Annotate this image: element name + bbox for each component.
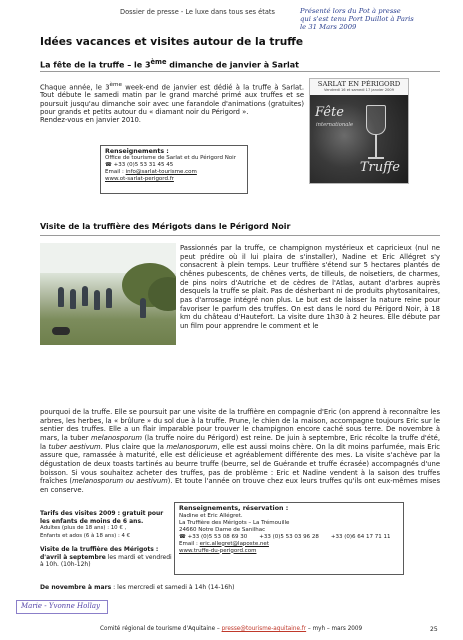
footer-text: Comité régional de tourisme d'Aquitaine – [100, 626, 222, 632]
photo-person [106, 288, 112, 308]
phone-2: +33 (0)5 53 03 96 28 [259, 533, 319, 540]
body-italic: melanosporum [166, 442, 218, 451]
tarifs-block [40, 510, 172, 569]
handwritten-line: qui s'est tenu Port Duillot à Paris [300, 14, 414, 23]
poster-heading: SARLAT EN PÉRIGORD [317, 80, 401, 88]
section1-title [40, 58, 299, 70]
section1-title-sup: ème [150, 58, 167, 66]
reservation-address2: 24660 Notre Dame de Sanilhac [179, 526, 266, 533]
poster-dates: Vendredi 16 et samedi 17 janvier 2009 [324, 88, 394, 92]
photo-person [140, 298, 146, 318]
website-link[interactable]: www.ot-sarlat-perigord.fr [105, 175, 174, 182]
handwritten-line: Présenté lors du Pot à presse [300, 7, 401, 15]
phone-3: +33 (0)6 64 17 71 11 [330, 533, 391, 540]
section1-title-part: dimanche de janvier à Sarlat [166, 60, 299, 70]
email-link[interactable]: info@sarlat-tourisme.com [125, 169, 197, 175]
body-text: pourquoi de la truffe. Elle se poursuit par une visite de la truffière en compagnie d'Eric (on apprend à reconnaître les arbres, les herbes, la « brûlure » du sol due à la truffe. Prune, le chien de la maison, accompagne toujours Eric sur le sentier des truffes. Elle a un flair imparable pour trouver le champignon encore caché sous terre. De novembre à mars, la tuber [40, 408, 440, 442]
body-italic: tuber aestivum [48, 442, 101, 451]
reservation-address1: La Truffière des Mérigots – La Trémouille [179, 519, 290, 526]
intro-sup: ème [109, 82, 123, 88]
poster-header [310, 79, 408, 95]
fete-truffe-poster [309, 78, 409, 184]
tarif-adults: Adultes (plus de 18 ans) : 10 € , [40, 525, 127, 531]
footer-text: – myh – mars 2009 [306, 626, 363, 632]
novembre-schedule [40, 584, 234, 591]
tarifs-title: Tarifs des visites 2009 [40, 510, 116, 517]
reservation-title: Renseignements, réservation : [179, 505, 289, 512]
intro-date: Rendez-vous en janvier 2010. [40, 116, 141, 125]
photo-person [94, 290, 100, 310]
body-text: . Plus claire que la [100, 442, 167, 451]
novembre-label: De novembre à mars [40, 584, 112, 591]
wine-glass-icon [366, 105, 386, 135]
photo-person [70, 289, 76, 309]
reservation-phones [179, 534, 399, 541]
tarifs-title-rest: : gratuit pour les enfants de moins de 6 ans. [40, 510, 164, 525]
section1-title-part: La fête de la truffe – le 3 [40, 60, 151, 70]
main-title: Idées vacances et visites autour de la truffe [40, 36, 304, 48]
body-text: (la truffe noire du Périgord) est reine. De juin à septembre, Eric récolte la truffe d'été, la [40, 433, 440, 451]
visits-title: Visite de la truffière des Mérigots : d'avril à septembre [40, 546, 159, 561]
handwritten-line: le 31 Mars 2009 [300, 22, 357, 31]
novembre-rest: : les mercredi et samedi à 14h (14-16h) [111, 584, 235, 591]
reservation-names: Nadine et Eric Allégret. [179, 512, 243, 519]
photo-dog [52, 327, 70, 335]
poster-title-word: Fête [315, 105, 344, 120]
section2-body-full [40, 408, 440, 495]
sarlat-info-box [100, 145, 248, 194]
website-link[interactable]: www.truffe-du-perigord.com [179, 547, 257, 554]
email-link[interactable]: eric.allegret@laposte.net [199, 540, 269, 547]
photo-person [58, 287, 64, 307]
truffiere-photo [40, 243, 176, 345]
visits-rest: les mardi et vendredi à 10h. (10h-12h) [40, 553, 172, 568]
footer-email-link[interactable]: presse@tourisme-aquitaine.fr [221, 626, 307, 632]
photo-person [82, 286, 88, 306]
section2-rule [40, 235, 440, 236]
footer [100, 626, 362, 632]
poster-truffe-word: Truffe [359, 160, 400, 175]
header-text: Dossier de presse - Le luxe dans tous ses états [120, 8, 275, 16]
section1-intro [40, 81, 304, 124]
poster-image [310, 95, 408, 184]
email-label: Email : [105, 169, 126, 175]
section2-title: Visite de la truffière des Mérigots dans le Périgord Noir [40, 222, 291, 231]
page-number: 25 [430, 626, 438, 633]
wine-glass-stem [375, 135, 377, 157]
info-box-phone: ☎ +33 (0)5 53 31 45 45 [105, 162, 174, 169]
info-box-title: Renseignements : [105, 148, 169, 155]
info-box-office: Office de tourisme de Sarlat et du Périgord Noir [105, 155, 236, 162]
body-text: , elle est aussi moins chère. On la dit moins parfumée, mais Eric assure que, ramassée à maturité, elle est délicieuse et agréablement différente des mes. La visite s'achève par la dégustation de deux toasts tartinés au beurre truffe (beurre, sel de Guérande et truffe écrasée) accompagnés d'une boisson. Si vous souhaitez acheter des truffes, pas de problème : Eric et Nadine vendent à la saison des truffes fraîches ( [40, 442, 440, 486]
body-italic: melanosporum [90, 433, 143, 442]
intro-text: week-end de janvier est dédié à la truffe à Sarlat. Tout débute le samedi matin par le grand marché primé aux truffes et se poursuit jusqu'au dimanche soir avec une farandole d'animations (gratuites) pour grands et petits autour du « diamant noir du Périgord ». [40, 83, 304, 116]
reservation-box [174, 502, 404, 575]
intro-text: Chaque année, le 3 [40, 83, 110, 92]
info-box-email-row [105, 169, 243, 176]
reservation-email-row [179, 541, 399, 548]
body-text: ). Et toute l'année on trouve chez eux leurs truffes qu'ils ont eux-mêmes mises en conserve. [40, 477, 441, 494]
handwritten-note [300, 8, 460, 31]
poster-subtitle: internationale [316, 122, 354, 128]
section1-rule [40, 71, 440, 72]
tarif-children: Enfants et ados (6 à 18 ans) : 4 € [40, 532, 131, 539]
body-italic: melanosporum ou aestivum [72, 477, 168, 486]
handwritten-signature: Marie - Yvonne Hollay [16, 600, 108, 614]
wine-glass-base [368, 157, 384, 159]
email-label: Email : [179, 540, 200, 547]
phone-1: ☎ +33 (0)5 53 08 69 30 [179, 533, 248, 540]
section2-body-right: Passionnés par la truffe, ce champignon mystérieux et capricieux (nul ne peut prédire où il lui plaira de s'installer), Nadine et Eric Allégret s'y consacrent à plein temps. Leur truffière s'étend sur 5 hectares plantés de chênes pubescents, de chênes verts, de tilleuls, de noisetiers, de charmes, de pins noirs d'Autriche et de cèdres de l'Atlas, autant d'arbres auprès desquels la truffe se plait. Pas de désherbant ni de produits phytosanitaires, pas d'arrosage intégré non plus. Le but est de laisser la nature reine pour favoriser le parfum des truffes. On est dans le nord du Périgord Noir, à 18 km du château d'Hautefort. La visite dure 1h30 à 2 heures. Elle débute par un film pour apprendre le comment et le [180, 244, 440, 330]
